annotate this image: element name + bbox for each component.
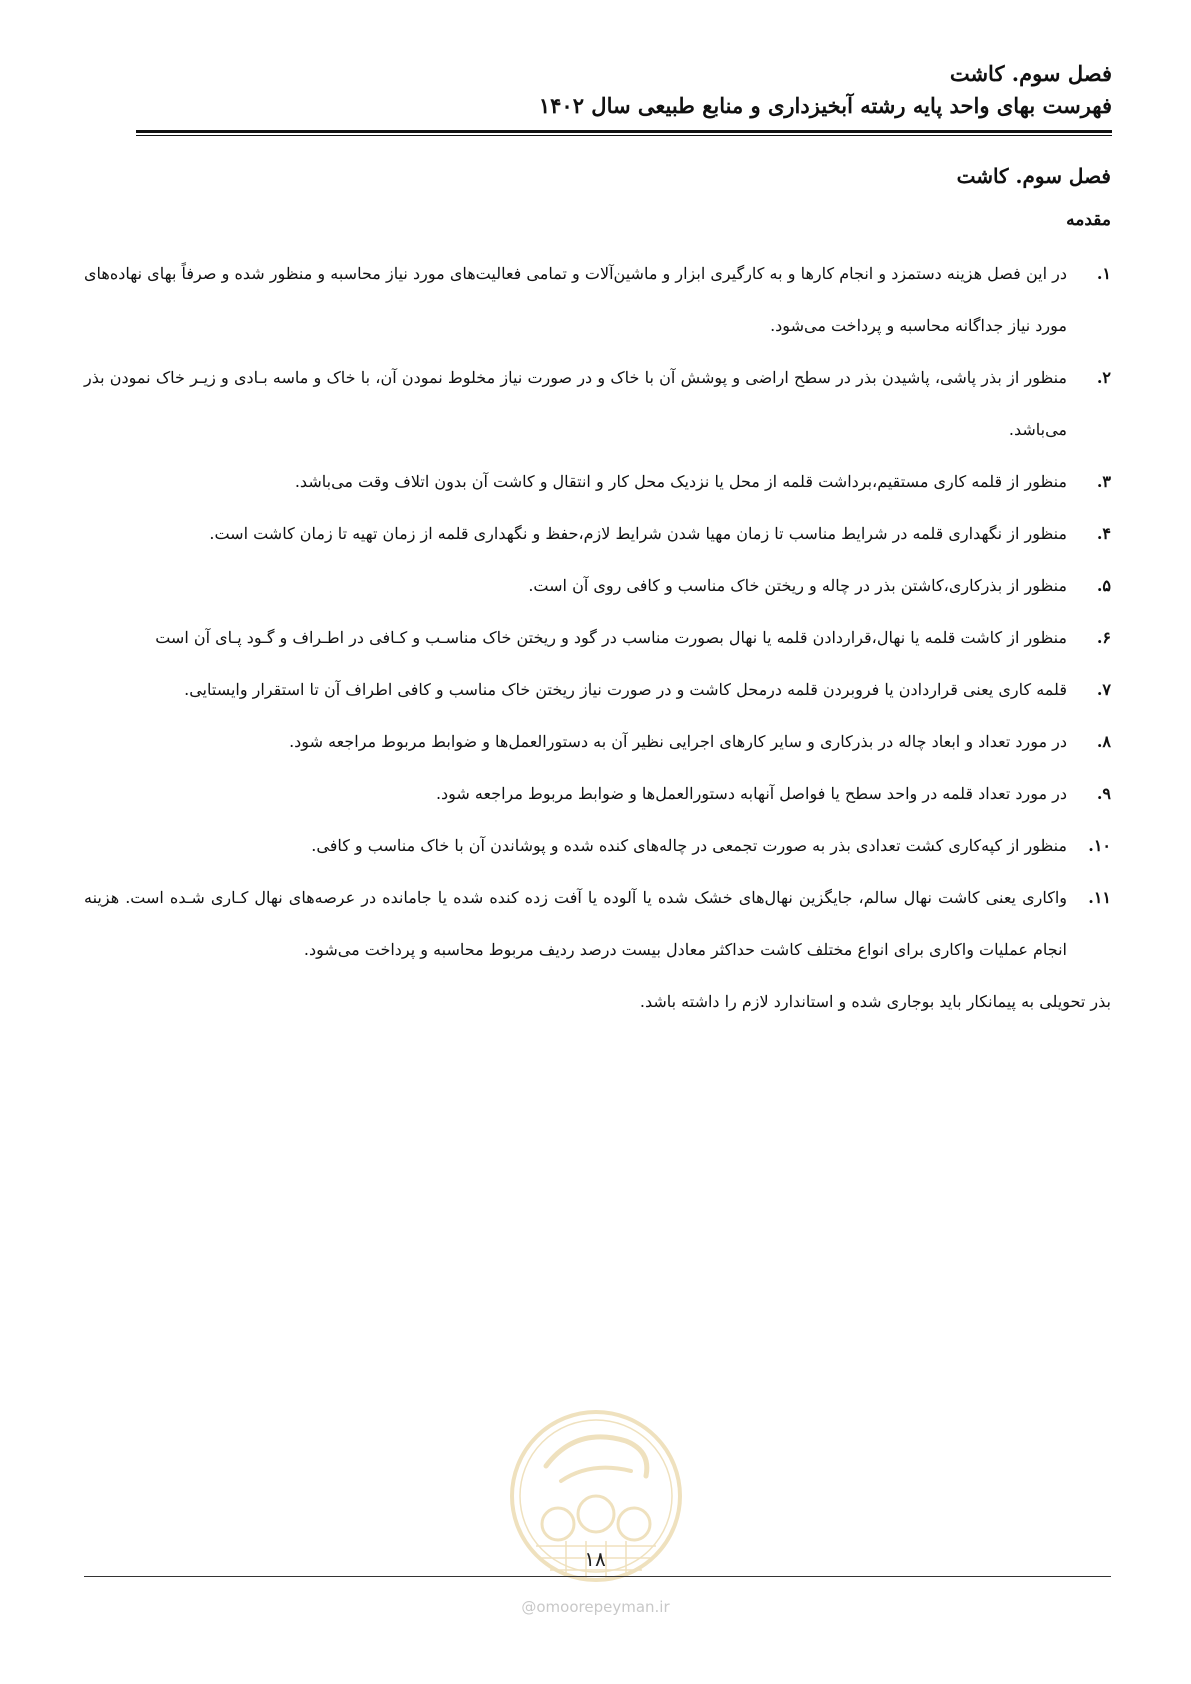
list-item (84, 560, 1111, 612)
list-item (84, 872, 1111, 976)
list-item (84, 768, 1111, 820)
footer-url: @omoorepeyman.ir (521, 1598, 670, 1616)
item-text: در مورد تعداد قلمه در واحد سطح یا فواصل آنهابه دستورالعمل‌ها و ضوابط مربوط مراجعه شود. (435, 784, 1067, 803)
item-number: ۸. (1096, 732, 1111, 751)
item-text: منظور از کپه‌کاری کشت تعدادی بذر به صورت تجمعی در چاله‌های کنده شده و پوشاندن آن با خاک مناسب و کافی. (311, 836, 1067, 855)
page-content (84, 160, 1111, 1022)
closing-note: بذر تحویلی به پیمانکار باید بوجاری شده و استاندارد لازم را داشته باشد. (639, 992, 1111, 1011)
item-text: منظور از کاشت قلمه یا نهال،قراردادن قلمه یا نهال بصورت مناسب در گود و ریختن خاک مناسـب و کـافی در اطـراف و گـود پـای آن است (155, 628, 1067, 647)
item-text: قلمه کاری یعنی قراردادن یا فروبردن قلمه درمحل کاشت و در صورت نیاز ریختن خاک مناسب و کافی اطراف آن تا استقرار وایستایی. (184, 680, 1067, 699)
item-number: ۲. (1096, 368, 1111, 387)
item-number: ۴. (1096, 524, 1111, 543)
header-rule-thin (136, 135, 1112, 136)
header-chapter: فصل سوم. کاشت (949, 61, 1112, 86)
list-item (84, 456, 1111, 508)
item-number: ۳. (1096, 472, 1111, 491)
item-number: ۱. (1096, 264, 1111, 283)
list-item (84, 612, 1111, 664)
item-number: ۱۰. (1088, 836, 1111, 855)
chapter-title: فصل سوم. کاشت (956, 164, 1111, 188)
list-item (84, 664, 1111, 716)
intro-heading: مقدمه (1066, 210, 1111, 230)
item-number: ۶. (1096, 628, 1111, 647)
item-text: در مورد تعداد و ابعاد چاله در بذرکاری و سایر کارهای اجرایی نظیر آن به دستورالعمل‌ها و ضوابط مربوط مراجعه شود. (289, 732, 1067, 751)
item-text: منظور از قلمه کاری مستقیم،برداشت قلمه از محل یا نزدیک محل کار و انتقال و کاشت آن بدون اتلاف وقت می‌باشد. (294, 472, 1067, 491)
intro-list (84, 248, 1111, 976)
item-text: منظور از بذر پاشی، پاشیدن بذر در سطح اراضی و پوشش آن با خاک و در صورت نیاز مخلوط نمودن آن، با خاک و ماسه بـادی و زیـر خاک نمودن بذر می‌باشد. (84, 368, 1068, 439)
item-text: منظور از نگهداری قلمه در شرایط مناسب تا زمان مهیا شدن شرایط لازم،حفظ و نگهداری قلمه از زمان تهیه تا زمان کاشت است. (209, 524, 1067, 543)
item-text: واکاری یعنی کاشت نهال سالم، جایگزین نهال‌های خشک شده یا آلوده یا آفت زده کنده شده یا جامانده در عرصه‌های نهال کـاری شـده است. هزینه انجام عملیات واکاری برای انواع مختلف کاشت حداکثر معادل بیست درصد ردیف مربوط محاسبه و پرداخت می‌شود. (84, 888, 1067, 959)
item-number: ۹. (1096, 784, 1111, 803)
header-rule-thick (136, 130, 1112, 133)
list-item (84, 820, 1111, 872)
item-number: ۵. (1096, 576, 1111, 595)
item-text: در این فصل هزینه دستمزد و انجام کارها و به کارگیری ابزار و ماشین‌آلات و تمامی فعالیت‌های مورد نیاز محاسبه و منظور شده و صرفاً بهای نهاده‌های مورد نیاز جداگانه محاسبه و پرداخت می‌شود. (84, 264, 1068, 335)
list-item (84, 508, 1111, 560)
item-number: ۷. (1096, 680, 1111, 699)
page-number: ۱۸ (584, 1547, 606, 1571)
header-title: فهرست بهای واحد پایه رشته آبخیزداری و منابع طبیعی سال ۱۴۰۲ (538, 93, 1112, 118)
item-text: منظور از بذرکاری،کاشتن بذر در چاله و ریختن خاک مناسب و کافی روی آن است. (528, 576, 1067, 595)
item-number: ۱۱. (1088, 888, 1111, 907)
list-item (84, 248, 1111, 352)
page-header (136, 58, 1112, 122)
list-item (84, 352, 1111, 456)
list-item (84, 716, 1111, 768)
footer-rule (84, 1576, 1111, 1577)
